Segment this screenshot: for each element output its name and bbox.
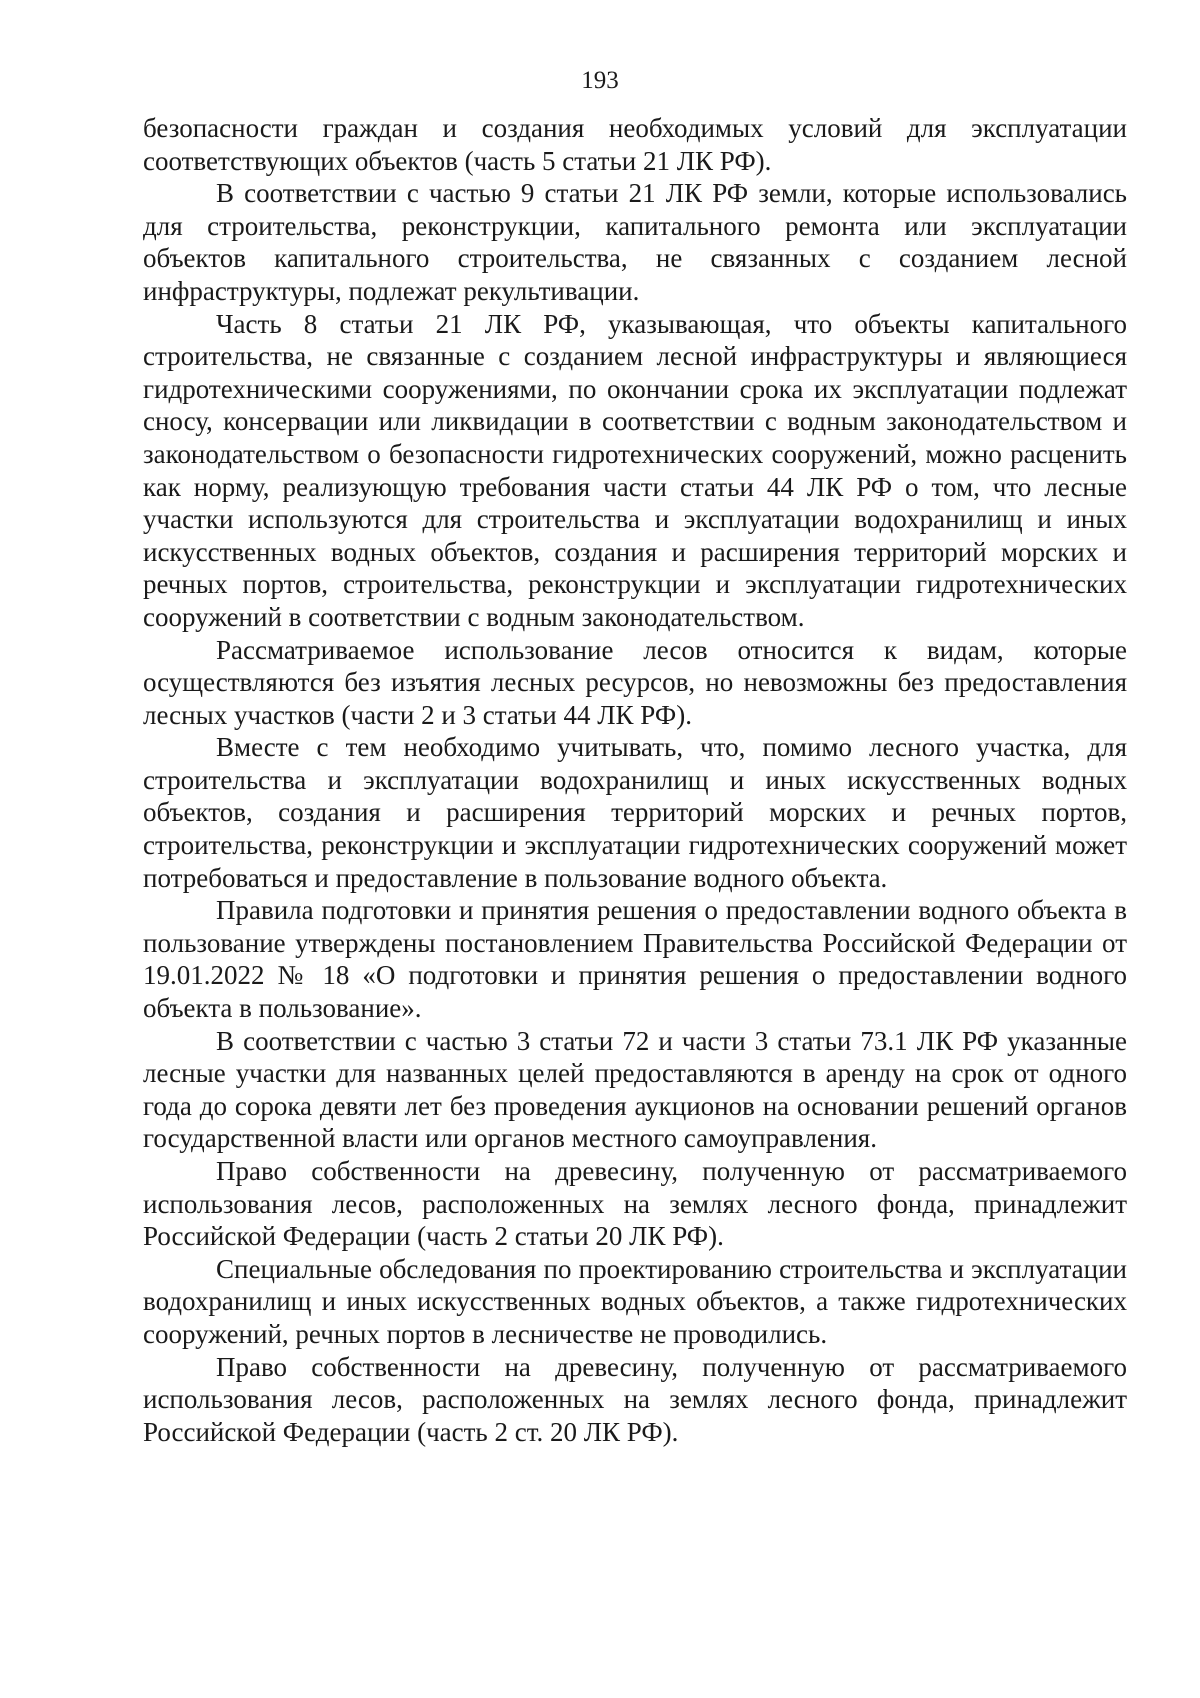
paragraph: Рассматриваемое использование лесов относится к видам, которые осуществляются без изъятия лесных ресурсов, но невозможны без предоставления лесных участков (части 2 и 3 статьи 44 ЛК РФ). <box>143 634 1127 730</box>
paragraph-continuation: безопасности граждан и создания необходимых условий для эксплуатации соответствующих объектов (часть 5 статьи 21 ЛК РФ). <box>143 113 1127 176</box>
paragraph: Право собственности на древесину, полученную от рассматриваемого использования лесов, расположенных на землях лесного фонда, принадлежит Российской Федерации (часть 2 ст. 20 ЛК РФ). <box>143 1351 1127 1447</box>
paragraph: В соответствии с частью 3 статьи 72 и части 3 статьи 73.1 ЛК РФ указанные лесные участки для названных целей предоставляются в аренду на срок от одного года до сорока девяти лет без проведения аукционов на основании решений органов государственной власти или органов местного самоуправления. <box>143 1025 1127 1154</box>
document-body <box>143 112 1127 1448</box>
paragraph: Часть 8 статьи 21 ЛК РФ, указывающая, что объекты капитального строительства, не связанные с созданием лесной инфраструктуры и являющиеся гидротехническими сооружениями, по окончании срока их эксплуатации подлежат сносу, консервации или ликвидации в соответствии с водным законодательством и законодательством о безопасности гидротехнических сооружений, можно расценить как норму, реализующую требования части статьи 44 ЛК РФ о том, что лесные участки используются для строительства и эксплуатации водохранилищ и иных искусственных водных объектов, создания и расширения территорий морских и речных портов, строительства, реконструкции и эксплуатации гидротехнических сооружений в соответствии с водным законодательством. <box>143 308 1127 632</box>
paragraph: Специальные обследования по проектированию строительства и эксплуатации водохранилищ и иных искусственных водных объектов, а также гидротехнических сооружений, речных портов в лесничестве не проводились. <box>143 1253 1127 1349</box>
paragraph: Право собственности на древесину, полученную от рассматриваемого использования лесов, расположенных на землях лесного фонда, принадлежит Российской Федерации (часть 2 статьи 20 ЛК РФ). <box>143 1156 1127 1252</box>
page-number: 193 <box>581 67 619 94</box>
paragraph: В соответствии с частью 9 статьи 21 ЛК РФ земли, которые использовались для строительства, реконструкции, капитального ремонта или эксплуатации объектов капитального строительства, не связанных с созданием лесной инфраструктуры, подлежат рекультивации. <box>143 178 1127 306</box>
paragraph: Правила подготовки и принятия решения о предоставлении водного объекта в пользование утверждены постановлением Правительства Российской Федерации от 19.01.2022 № 18 «О подготовки и принятия решения о предоставлении водного объекта в пользование». <box>143 895 1127 1024</box>
paragraph: Вместе с тем необходимо учитывать, что, помимо лесного участка, для строительства и эксплуатации водохранилищ и иных искусственных водных объектов, создания и расширения территорий морских и речных портов, строительства, реконструкции и эксплуатации гидротехнических сооружений может потребоваться и предоставление в пользование водного объекта. <box>143 732 1127 893</box>
